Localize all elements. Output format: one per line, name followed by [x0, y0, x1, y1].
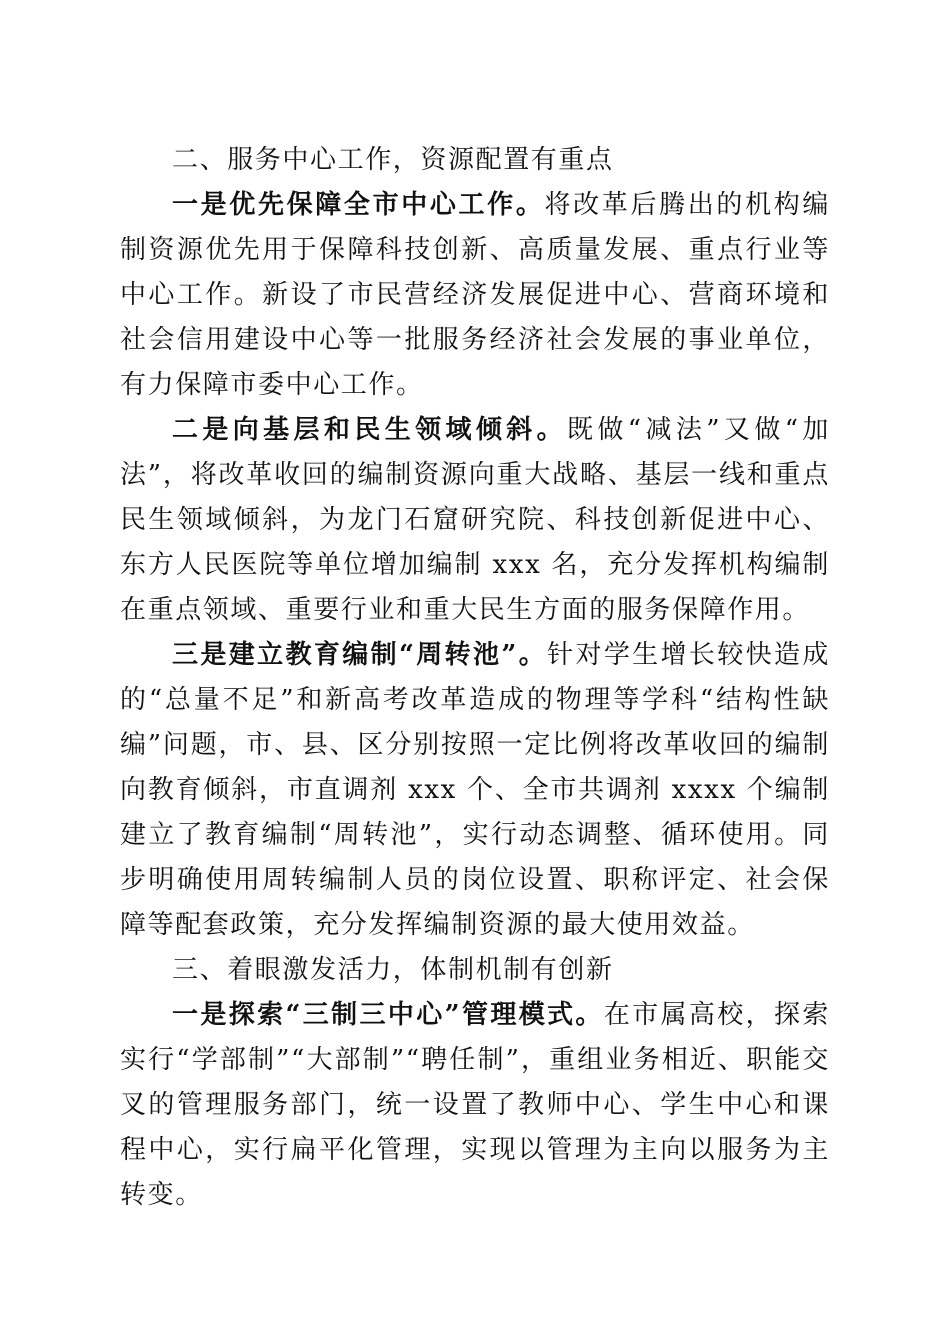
paragraph-lead: 一是探索“三制三中心”管理模式。 — [172, 1000, 604, 1030]
paragraph-three-systems-model — [120, 993, 830, 1218]
paragraph-lead: 一是优先保障全市中心工作。 — [172, 190, 545, 220]
paragraph-grassroots-livelihood — [120, 408, 830, 633]
paragraph-priority-center-work — [120, 183, 830, 408]
paragraph-body: 针对学生增长较快造成的“总量不足”和新高考改革造成的物理等学科“结构性缺编”问题，市、县、区分别按照一定比例将改革收回的编制向教育倾斜，市直调剂 xxx 个、全市共调剂 xxxx 个编制建立了教育编制“周转池”，实行动态调整、循环使用。同步明确使用周转编制人员的岗位设置、职称评定、社会保障等配套政策，充分发挥编制资源的最大使用效益。 — [120, 640, 830, 940]
paragraph-body: 在市属高校，探索实行“学部制”“大部制”“聘任制”，重组业务相近、职能交叉的管理服务部门，统一设置了教师中心、学生中心和课程中心，实行扁平化管理，实现以管理为主向以服务为主转变。 — [120, 1000, 830, 1210]
document-body — [120, 138, 830, 1218]
paragraph-lead: 三是建立教育编制“周转池”。 — [172, 640, 548, 670]
paragraph-education-pool — [120, 633, 830, 948]
paragraph-body: 既做“减法”又做“加法”，将改革收回的编制资源向重大战略、基层一线和重点民生领域倾斜，为龙门石窟研究院、科技创新促进中心、东方人民医院等单位增加编制 xxx 名，充分发挥机构编制在重点领域、重要行业和重大民生方面的服务保障作用。 — [120, 415, 830, 625]
paragraph-body: 将改革后腾出的机构编制资源优先用于保障科技创新、高质量发展、重点行业等中心工作。新设了市民营经济发展促进中心、营商环境和社会信用建设中心等一批服务经济社会发展的事业单位，有力保障市委中心工作。 — [120, 190, 830, 400]
paragraph-lead: 二是向基层和民生领域倾斜。 — [172, 415, 568, 445]
section-heading-innovation: 三、着眼激发活力，体制机制有创新 — [172, 955, 614, 985]
section-heading-resources: 二、服务中心工作，资源配置有重点 — [172, 145, 614, 175]
